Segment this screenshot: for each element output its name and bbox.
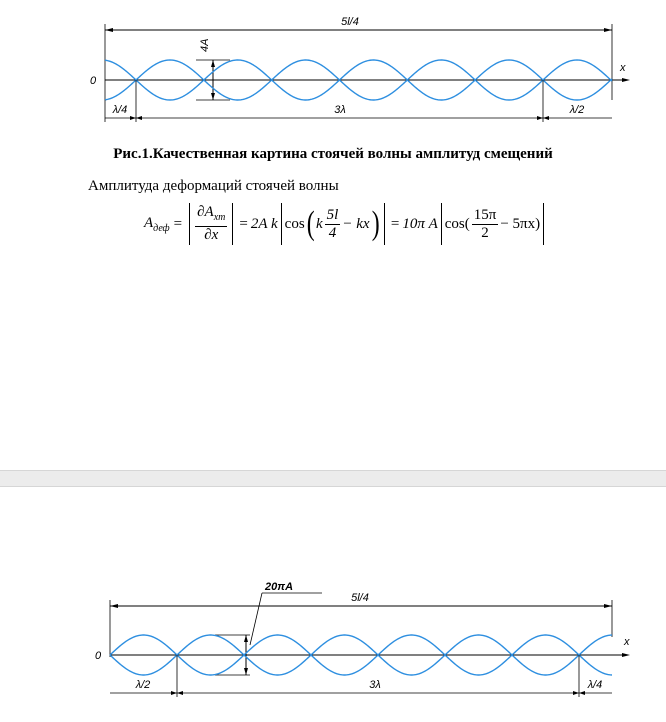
fig1-amplitude-label: 4A bbox=[199, 38, 211, 52]
fig2-peak-label: 20πA bbox=[265, 581, 294, 593]
fig1-dim-right: λ/2 bbox=[569, 104, 585, 116]
formula-cos: cos bbox=[284, 215, 305, 232]
page-separator bbox=[0, 470, 666, 487]
derivative-fraction: $\frac{\partial A_{xm}}{\partial x}$ bbox=[197, 204, 226, 243]
document-page-bottom bbox=[0, 487, 666, 722]
fig1-dim-left: λ/4 bbox=[112, 104, 128, 116]
deformation-amplitude-formula: $A_{деф}$ = $\frac{\partial A_{xm}}{\partial x}$ = 2A k cos ( k $\frac{5l}{4}$ − kx ) = 10π A cos( $\frac{15\pi}{2}$ − 5πx) bbox=[144, 201, 547, 247]
fig1-axis-label: x bbox=[620, 62, 626, 74]
fig1-dim-middle: 3λ bbox=[334, 104, 346, 116]
standing-wave-displacement-figure bbox=[0, 0, 666, 135]
formula-lhs: $A_{деф}$ bbox=[144, 214, 170, 234]
fig2-dim-left: λ/2 bbox=[135, 679, 151, 691]
fifteen-pi-over-two-fraction: $\frac{15\pi}{2}$ bbox=[473, 206, 497, 241]
fig2-top-dimension: 5l/4 bbox=[351, 592, 369, 604]
formula-cos2: cos( bbox=[444, 215, 470, 232]
five-l-over-four-fraction: $\frac{5l}{4}$ bbox=[326, 206, 339, 241]
fig2-dim-middle: 3λ bbox=[369, 679, 381, 691]
fig1-top-dimension: 5l/4 bbox=[341, 16, 359, 28]
standing-wave-deformation-figure bbox=[0, 487, 666, 722]
fig1-origin-label: 0 bbox=[90, 75, 97, 87]
fig2-origin-label: 0 bbox=[95, 650, 102, 662]
figure-caption: Рис.1.Качественная картина стоячей волны амплитуд смещений bbox=[113, 146, 553, 162]
fig2-dim-right: λ/4 bbox=[587, 679, 603, 691]
formula-term1: 2A k bbox=[250, 215, 278, 232]
body-paragraph: Амплитуда деформаций стоячей волны bbox=[88, 178, 339, 194]
fig2-axis-label: x bbox=[624, 636, 630, 648]
formula-term2: 10π A bbox=[402, 215, 438, 232]
